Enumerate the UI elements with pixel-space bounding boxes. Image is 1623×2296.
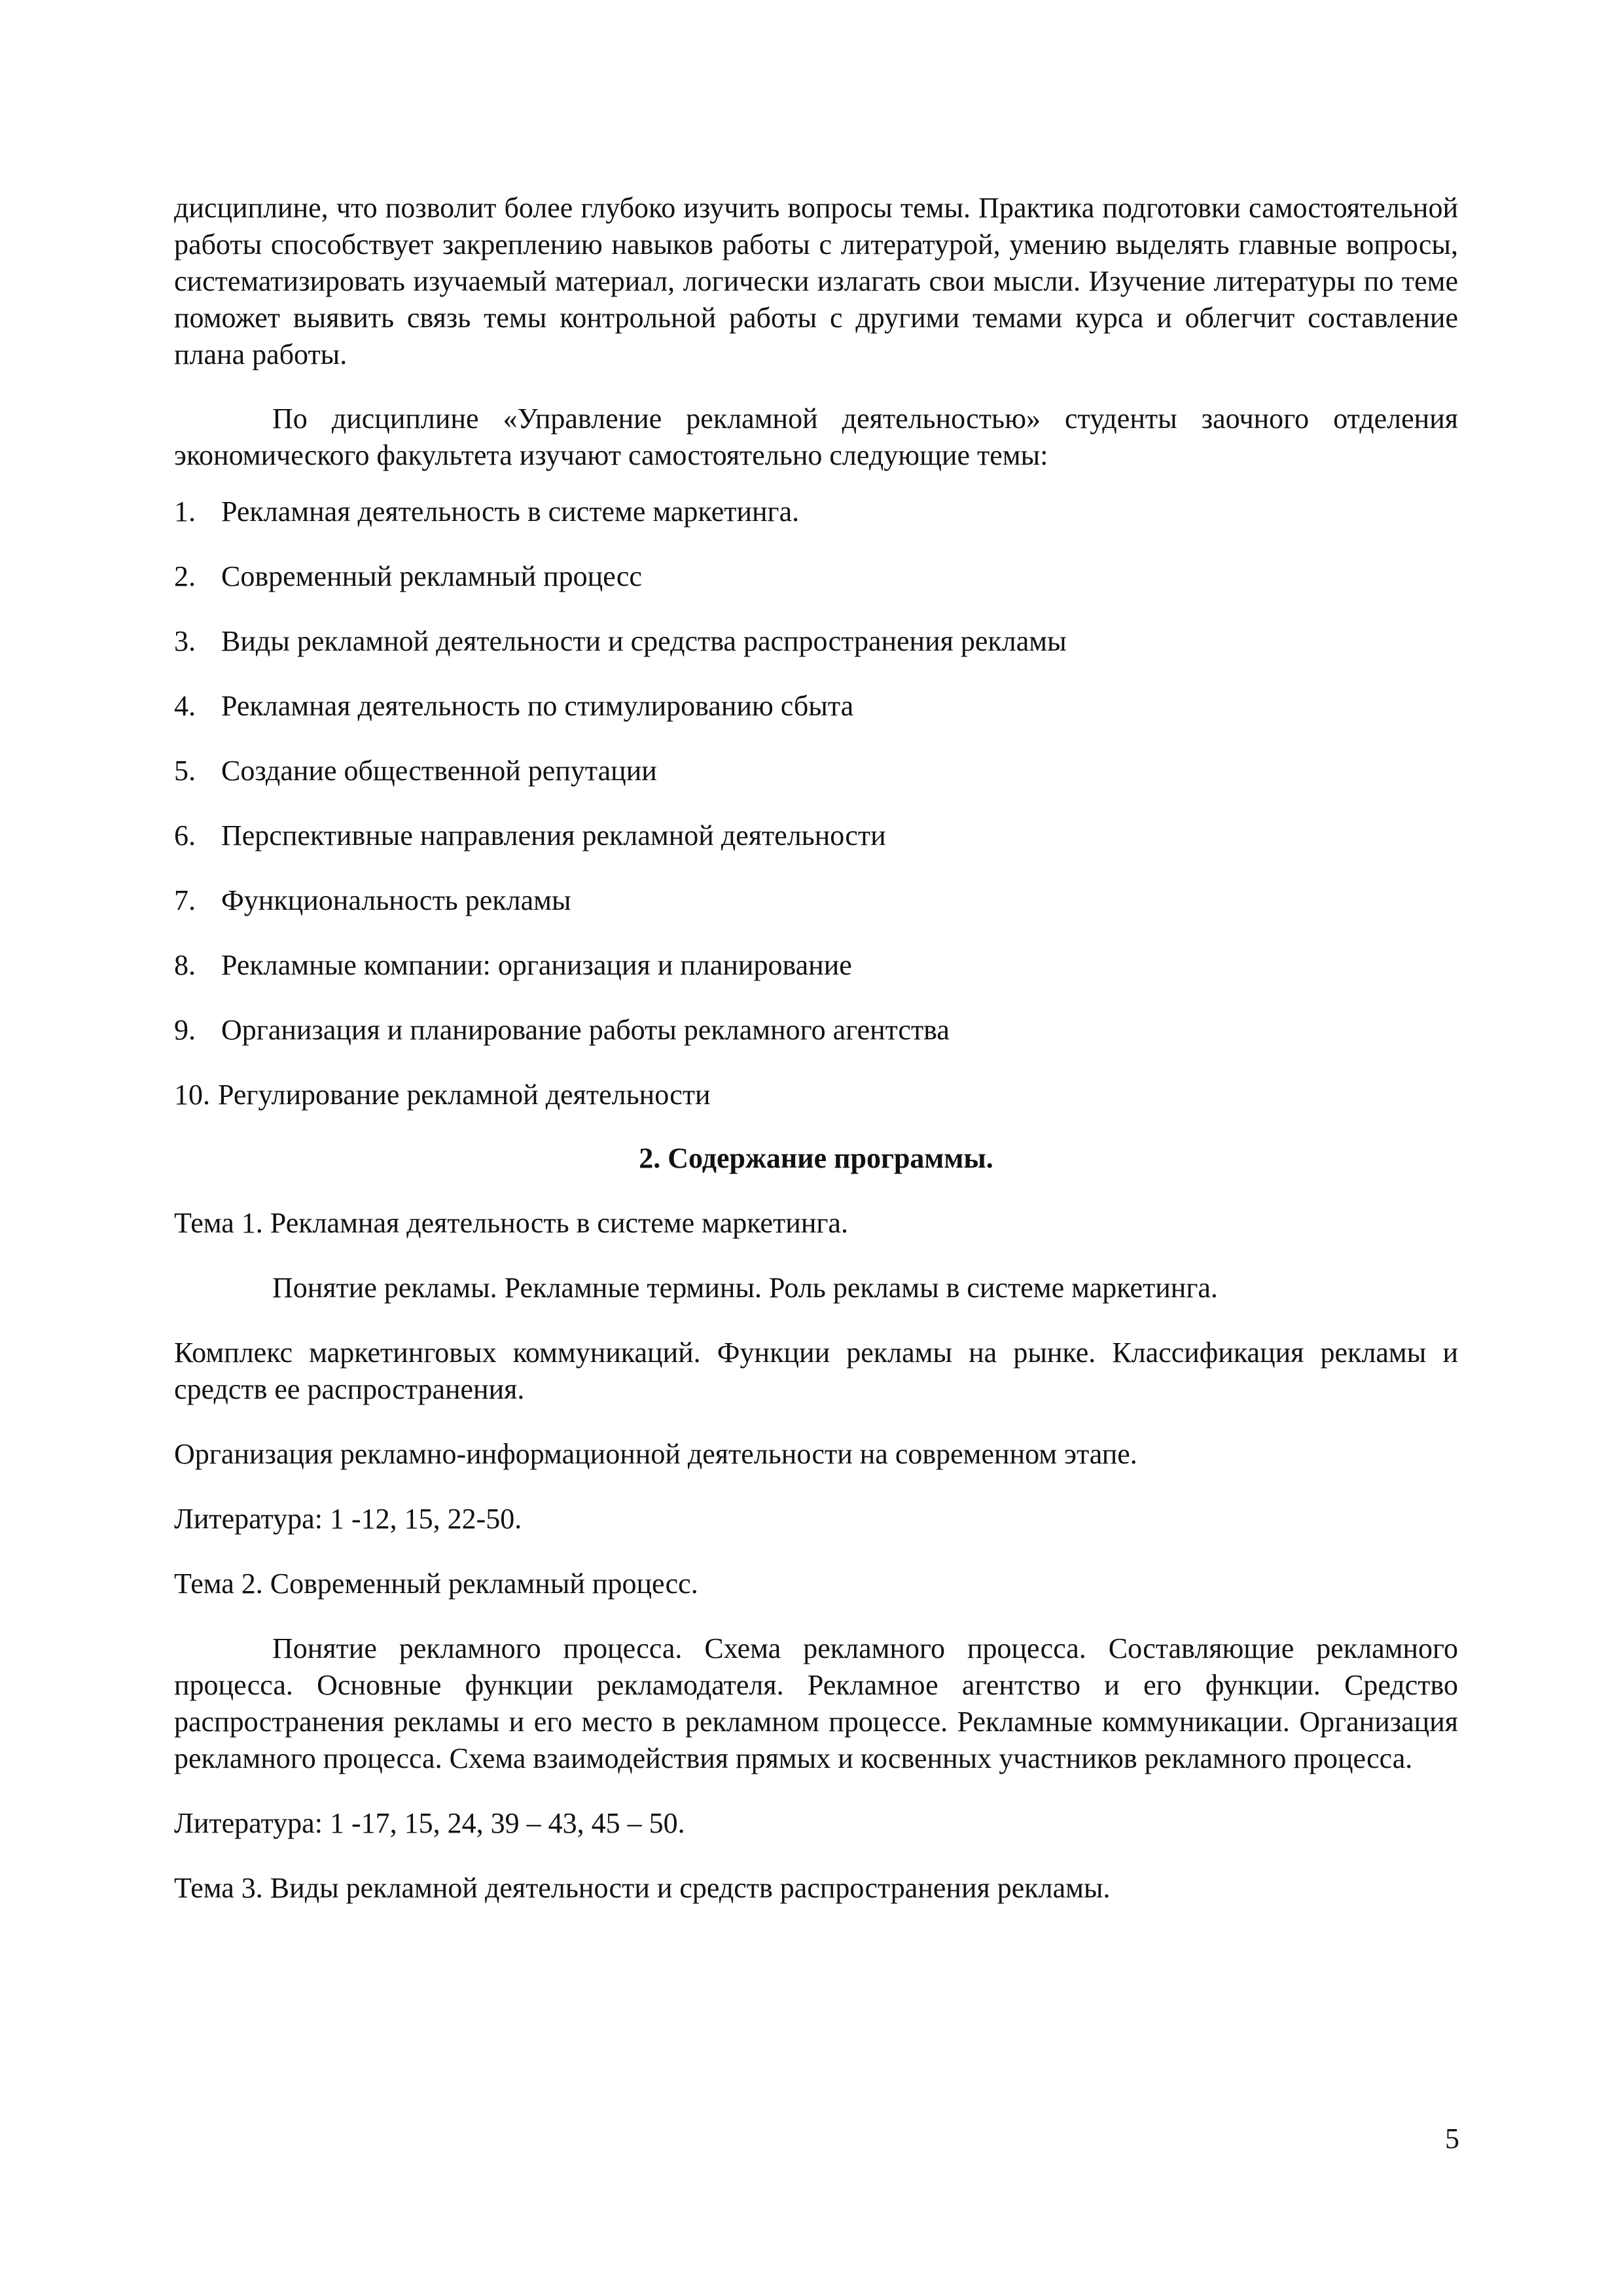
theme-2-title: Тема 2. Современный рекламный процесс.	[174, 1568, 698, 1600]
list-item	[174, 558, 1458, 595]
intro-paragraph: дисциплине, что позволит более глубоко изучить вопросы темы. Практика подготовки самостоятельной работы способствует закреплению навыков работы с литературой, умению выделять главные вопросы, систематизировать изучаемый материал, логически излагать свои мысли. Изучение литературы по теме поможет выявить связь темы контрольной работы с другими темами курса и облегчит составление плана работы.	[174, 192, 1458, 370]
list-item-number: 1.	[174, 495, 196, 528]
theme-1-literature: Литература: 1 -12, 15, 22-50.	[174, 1503, 522, 1535]
section-heading: 2. Содержание программы.	[639, 1142, 993, 1174]
list-item-number: 2.	[174, 560, 196, 592]
list-item-number: 6.	[174, 819, 196, 852]
list-item-text: Виды рекламной деятельности и средства распространения рекламы	[221, 625, 1067, 657]
theme-2-literature: Литература: 1 -17, 15, 24, 39 – 43, 45 – 50.	[174, 1807, 685, 1839]
list-item	[174, 882, 1458, 919]
list-item-number: 3.	[174, 625, 196, 657]
list-item-number: 7.	[174, 884, 196, 916]
list-item	[174, 623, 1458, 660]
list-item	[174, 947, 1458, 984]
list-item-text: Регулирование рекламной деятельности	[218, 1079, 711, 1111]
list-item-text: Рекламная деятельность в системе маркетинга.	[221, 495, 800, 528]
list-item-text: Функциональность рекламы	[221, 884, 571, 916]
theme-1-paragraph: Организация рекламно-информационной деятельности на современном этапе.	[174, 1438, 1137, 1470]
list-item	[174, 1077, 1458, 1113]
list-item-text: Организация и планирование работы рекламного агентства	[221, 1014, 950, 1046]
list-item	[174, 1012, 1458, 1049]
list-item-text: Перспективные направления рекламной деятельности	[221, 819, 886, 852]
theme-3-title: Тема 3. Виды рекламной деятельности и средств распространения рекламы.	[174, 1872, 1111, 1904]
theme-1-paragraph: Понятие рекламы. Рекламные термины. Роль рекламы в системе маркетинга.	[272, 1272, 1218, 1304]
list-item-number: 9.	[174, 1014, 196, 1046]
lead-paragraph: По дисциплине «Управление рекламной деятельностью» студенты заочного отделения экономического факультета изучают самостоятельно следующие темы:	[174, 403, 1458, 471]
list-item	[174, 688, 1458, 725]
list-item-number: 5.	[174, 755, 196, 787]
list-item	[174, 817, 1458, 854]
list-item-number: 8.	[174, 949, 196, 981]
list-item	[174, 493, 1458, 530]
list-item-text: Создание общественной репутации	[221, 755, 657, 787]
list-item-text: Современный рекламный процесс	[221, 560, 642, 592]
list-item-text: Рекламные компании: организация и планирование	[221, 949, 852, 981]
list-item-number: 4.	[174, 690, 196, 722]
document-page	[174, 190, 1458, 1935]
theme-1-paragraph: Комплекс маркетинговых коммуникаций. Функции рекламы на рынке. Классификация рекламы и средств ее распространения.	[174, 1336, 1458, 1405]
list-item-number: 10.	[174, 1079, 210, 1111]
list-item-text: Рекламная деятельность по стимулированию сбыта	[221, 690, 854, 722]
theme-2-paragraph: Понятие рекламного процесса. Схема рекламного процесса. Составляющие рекламного процесса. Основные функции рекламодателя. Рекламное агентство и его функции. Средство распространения рекламы и его место в рекламном процессе. Рекламные коммуникации. Организация рекламного процесса. Схема взаимодействия прямых и косвенных участников рекламного процесса.	[174, 1632, 1458, 1774]
topics-list	[174, 493, 1458, 1113]
list-item	[174, 753, 1458, 789]
page-number: 5	[1445, 2123, 1459, 2155]
theme-1-title: Тема 1. Рекламная деятельность в системе маркетинга.	[174, 1207, 848, 1239]
